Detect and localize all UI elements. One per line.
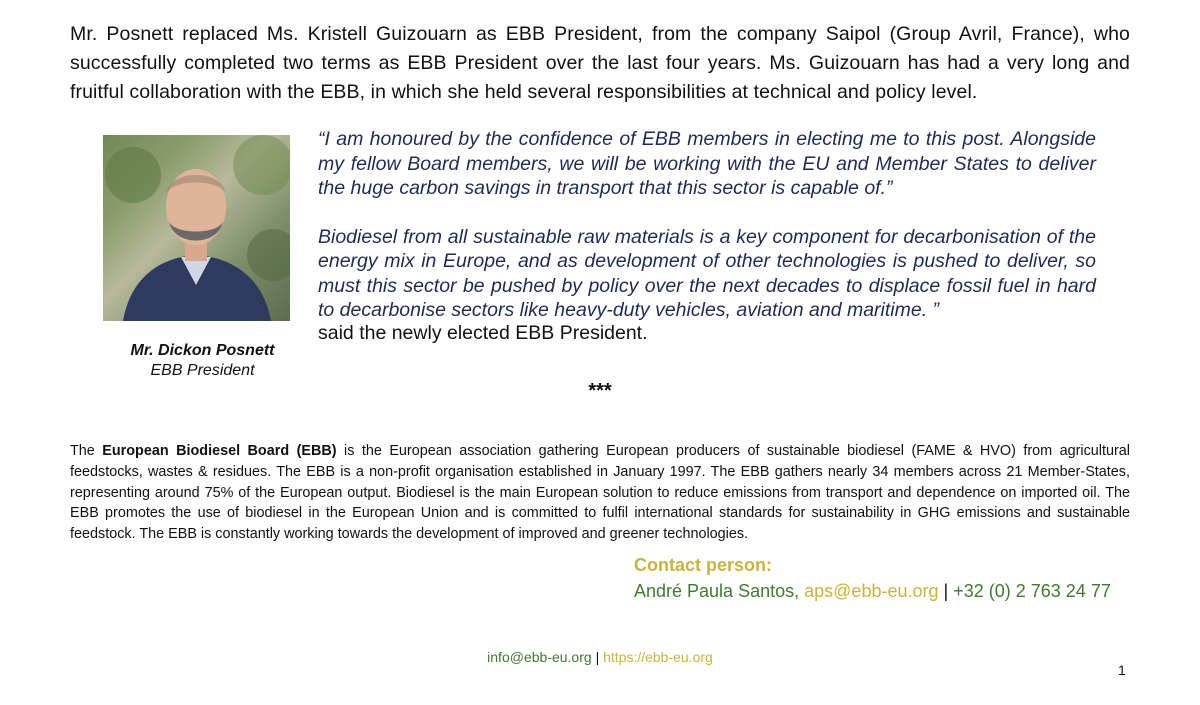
contact-title: Contact person: [634,555,773,575]
quote-attribution: said the newly elected EBB President. [318,322,648,344]
footer-email-link[interactable]: info@ebb-eu.org [487,649,592,665]
quote-paragraph-2: Biodiesel from all sustainable raw materials is a key component for decarbonisation of the energy mix in Europe, and as development of other technologies is pushed to deliver, so must this sector be pushed by policy over the next decades to displace fossil fuel in hard to decarbonise sectors like heavy-duty vehicles, aviation and maritime. ” [318,225,1096,321]
contact-phone: +32 (0) 2 763 24 77 [953,581,1111,601]
about-body: is the European association gathering European producers of sustainable biodiesel (FAME & HVO) from agricultural feedstocks, wastes & residues. The EBB is a non-profit organisation established in January 1997. The EBB gathers nearly 34 members across 21 Member-States, representing around 75% of the European output. Biodiesel is the main European solution to reduce emissions from transport and dependence on imported oil. The EBB promotes the use of biodiesel in the European Union and is committed to fulfil international standards for sustainability in GHG emissions and sustainable feedstock. The EBB is constantly working towards the development of improved and greener technologies. [70,443,1131,543]
about-org-name: European Biodiesel Board (EBB) [102,443,337,459]
contact-separator: | [943,581,949,601]
footer [0,649,1200,665]
caption-role: EBB President [150,362,255,379]
contact-email-link[interactable]: aps@ebb-eu.org [804,581,939,601]
president-photo [103,135,290,321]
contact-line [634,581,1111,602]
about-prefix: The [70,443,103,459]
portrait-illustration [103,135,290,321]
page-number: 1 [1118,662,1126,678]
contact-name: André Paula Santos, [634,581,800,601]
about-paragraph [70,441,1130,545]
section-separator: *** [588,380,612,402]
quote-paragraph-1: “I am honoured by the confidence of EBB members in electing me to this post. Alongside my fellow Board members, we will be working with the EU and Member States to deliver the huge carbon savings in transport that this sector is capable of.” [318,128,1096,199]
footer-separator: | [595,649,600,665]
caption-name: Mr. Dickon Posnett [130,342,275,359]
footer-website-link[interactable]: https://ebb-eu.org [603,649,713,665]
president-quote [318,127,1096,323]
intro-paragraph: Mr. Posnett replaced Ms. Kristell Guizouarn as EBB President, from the company Saipol (Group Avril, France), who successfully completed two terms as EBB President over the last four years. Ms. Guizouarn has had a very long and fruitful collaboration with the EBB, in which she held several responsibilities at technical and policy level. [70,23,1130,103]
